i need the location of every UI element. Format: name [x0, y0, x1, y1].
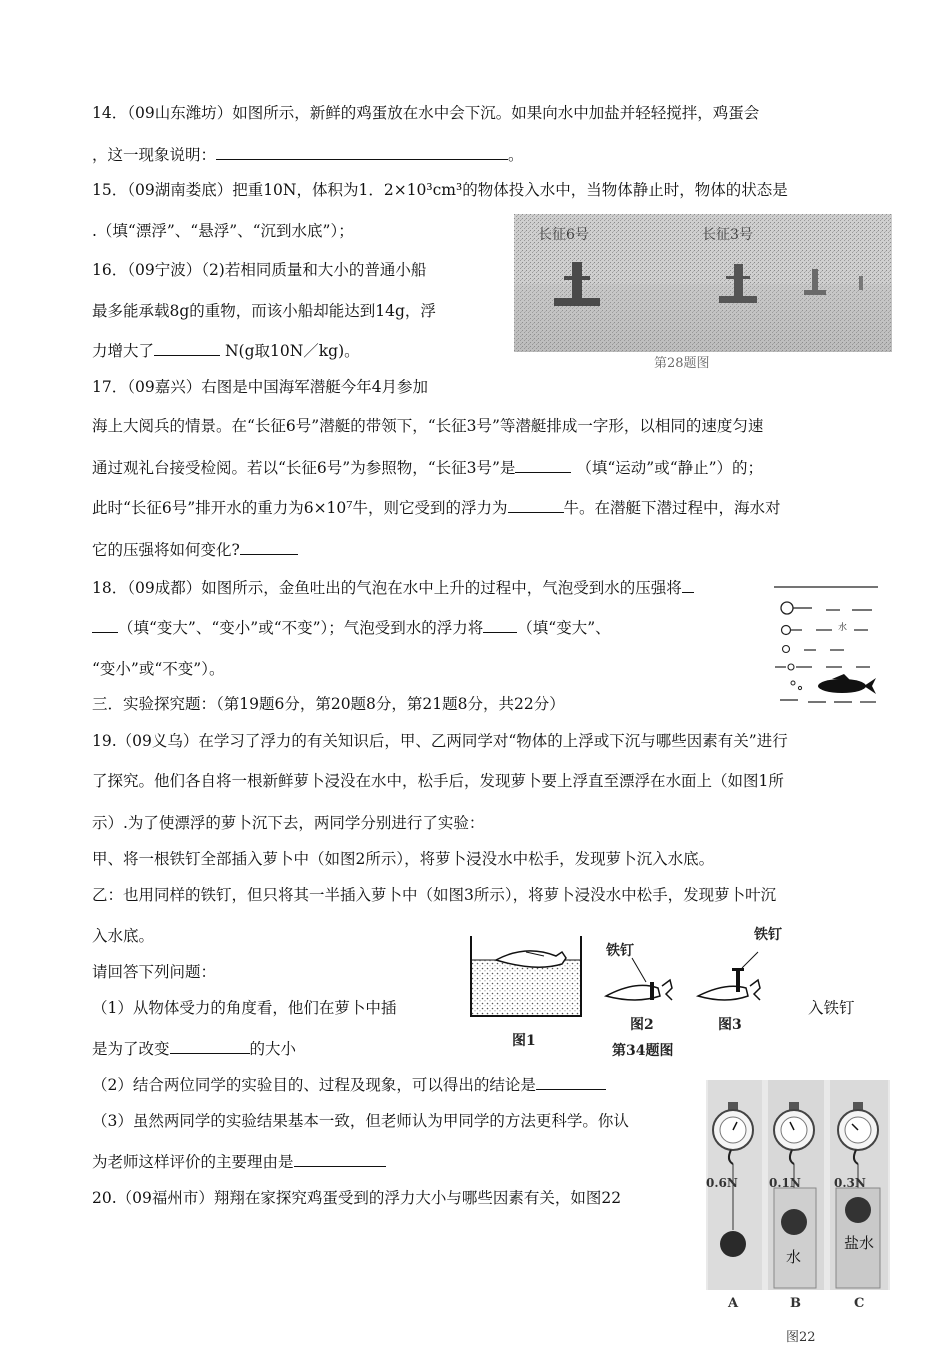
q19-answer-blank-3[interactable] [294, 1152, 386, 1167]
spring-scale-svg [706, 1080, 890, 1304]
q18-line2-mid: （填“变大”、“变小”或“不变”）；气泡受到水的浮力将 [118, 619, 484, 637]
q19-p3-line2 [92, 1152, 386, 1172]
q18-line2-suffix: （填“变大”、 [517, 619, 611, 637]
q19-line7: 请回答下列问题： [92, 963, 217, 981]
q17-line4-suffix: 牛。在潜艇下潜过程中，海水对 [563, 499, 781, 517]
label-changzheng-6: 长征6号 [538, 227, 589, 243]
q19-p3: （3）虽然两同学的实验结果基本一致，但老师认为甲同学的方法更科学。你认 [92, 1112, 629, 1130]
nail-label-fig3: 铁钉 [754, 927, 782, 943]
q18-line1 [92, 578, 694, 598]
q17-line3-suffix: （填“运动”或“静止”）的； [576, 459, 764, 477]
q14-line2-prefix: ，这一现象说明： [92, 146, 217, 164]
panel-c-label: C [854, 1296, 865, 1311]
q19-line5: 乙：也用同样的铁钉，但只将其一半插入萝卜中（如图3所示），将萝卜浸没水中松手，发现萝卜叶沉 [92, 886, 777, 904]
q17-answer-blank-3[interactable] [240, 540, 298, 555]
q14-line2-suffix: 。 [508, 146, 524, 164]
section-3-heading: 三．实验探究题：（第19题6分，第20题8分，第21题8分，共22分） [92, 695, 565, 713]
q19-answer-blank-2[interactable] [536, 1075, 606, 1090]
water-label: 水 [838, 623, 848, 633]
q14-answer-blank[interactable] [216, 145, 508, 160]
radish-experiment-figure [466, 922, 796, 1064]
q16-line1: 16．（09宁波）（2)若相同质量和大小的普通小船 [92, 261, 427, 279]
q18-answer-blank-1b[interactable] [92, 618, 118, 633]
q17-line3-prefix: 通过观礼台接受检阅。若以“长征6号”为参照物，“长征3号”是 [92, 459, 516, 477]
q18-line3: “变小”或“不变”）。 [92, 660, 225, 678]
q19-line6: 入水底。 [92, 927, 155, 945]
q14-line1: 14．（09山东潍坊）如图所示，新鲜的鸡蛋放在水中会下沉。如果向水中加盐并轻轻搅拌，鸡蛋会 [92, 104, 760, 122]
nail-label-fig2: 铁钉 [606, 943, 634, 959]
q18-answer-blank-1a[interactable] [682, 578, 694, 593]
q19-p1-line2 [92, 1039, 296, 1059]
goldfish [818, 674, 876, 694]
q17-line3 [92, 458, 763, 478]
q15-line2: .（填“漂浮”、“悬浮”、“沉到水底”）； [92, 222, 354, 240]
liquid-b-label: 水 [786, 1248, 802, 1266]
q17-line1: 17．（09嘉兴）右图是中国海军潜艇今年4月参加 [92, 378, 429, 396]
fish-bubbles-svg [772, 582, 880, 710]
q16-answer-blank[interactable] [154, 341, 220, 356]
q15-line1: 15．（09湖南娄底）把重10N，体积为1．2×10³cm³的物体投入水中，当物体静止时，物体的状态是 [92, 181, 788, 199]
fig1-label: 图1 [512, 1033, 536, 1049]
panel-b-label: B [790, 1296, 801, 1311]
q19-answer-blank-1[interactable] [170, 1039, 250, 1054]
panel-a-label: A [728, 1296, 739, 1311]
q19-p2-text: （2）结合两位同学的实验目的、过程及现象，可以得出的结论是 [92, 1076, 536, 1094]
q18-answer-blank-2[interactable] [483, 618, 517, 633]
q19-p1-suffix: 的大小 [249, 1040, 297, 1058]
spring-scale-figure [706, 1080, 890, 1332]
fig22-caption: 图22 [786, 1330, 816, 1345]
q17-line2: 海上大阅兵的情景。在“长征6号”潜艇的带领下，“长征3号”等潜艇排成一字形，以相同的速度匀速 [92, 417, 764, 435]
q19-line3: 示）.为了使漂浮的萝卜沉下去，两同学分别进行了实验： [92, 814, 485, 832]
q17-line5-text: 它的压强将如何变化? [92, 541, 240, 559]
fig3-label: 图3 [718, 1017, 742, 1033]
q19-line1: 19.（09义乌）在学习了浮力的有关知识后，甲、乙两同学对“物体的上浮或下沉与哪些因素有关”进行 [92, 732, 788, 750]
q19-line4: 甲、将一根铁钉全部插入萝卜中（如图2所示），将萝卜浸没水中松手，发现萝卜沉入水底。 [92, 850, 715, 868]
fig28-caption: 第28题图 [654, 356, 710, 371]
q16-line3-prefix: 力增大了 [92, 342, 155, 360]
q19-line2: 了探究。他们各自将一根新鲜萝卜浸没在水中，松手后，发现萝卜要上浮直至漂浮在水面上（如图1所 [92, 772, 784, 790]
liquid-c-label: 盐水 [844, 1234, 875, 1252]
q20-line1: 20.（09福州市）翔翔在家探究鸡蛋受到的浮力大小与哪些因素有关，如图22 [92, 1189, 622, 1207]
submarine-farthest [859, 276, 863, 290]
q17-line4-prefix: 此时“长征6号”排开水的重力为6×10⁷牛，则它受到的浮力为 [92, 499, 508, 517]
q19-p2 [92, 1075, 606, 1095]
q16-line3 [92, 341, 360, 361]
q19-p1-left: （1）从物体受力的角度看，他们在萝卜中插 [92, 999, 397, 1017]
fig2-label: 图2 [630, 1017, 654, 1033]
label-changzheng-3: 长征3号 [702, 227, 753, 243]
q18-line1-text: 18．（09成都）如图所示，金鱼吐出的气泡在水中上升的过程中，气泡受到水的压强将 [92, 579, 682, 597]
q16-line3-suffix: N(g取10N／kg)。 [224, 342, 360, 360]
q17-answer-blank-2[interactable] [508, 498, 564, 513]
reading-b: 0.1N [769, 1176, 801, 1190]
reading-a: 0.6N [706, 1176, 738, 1190]
q17-line5 [92, 540, 298, 560]
reading-c: 0.3N [834, 1176, 866, 1190]
fish-bubbles-figure [772, 582, 880, 710]
q16-line2: 最多能承载8g的重物，而该小船却能达到14g，浮 [92, 302, 436, 320]
q18-line2 [92, 618, 611, 638]
q17-line4 [92, 498, 781, 518]
q14-line2 [92, 145, 524, 165]
q19-p1-right: 入铁钉 [808, 999, 855, 1017]
submarine-photo [514, 214, 892, 352]
q17-answer-blank-1[interactable] [515, 458, 571, 473]
q19-p3-line2-text: 为老师这样评价的主要理由是 [92, 1153, 294, 1171]
fig34-caption: 第34题图 [612, 1043, 674, 1059]
q19-p1-prefix: 是为了改变 [92, 1040, 170, 1058]
